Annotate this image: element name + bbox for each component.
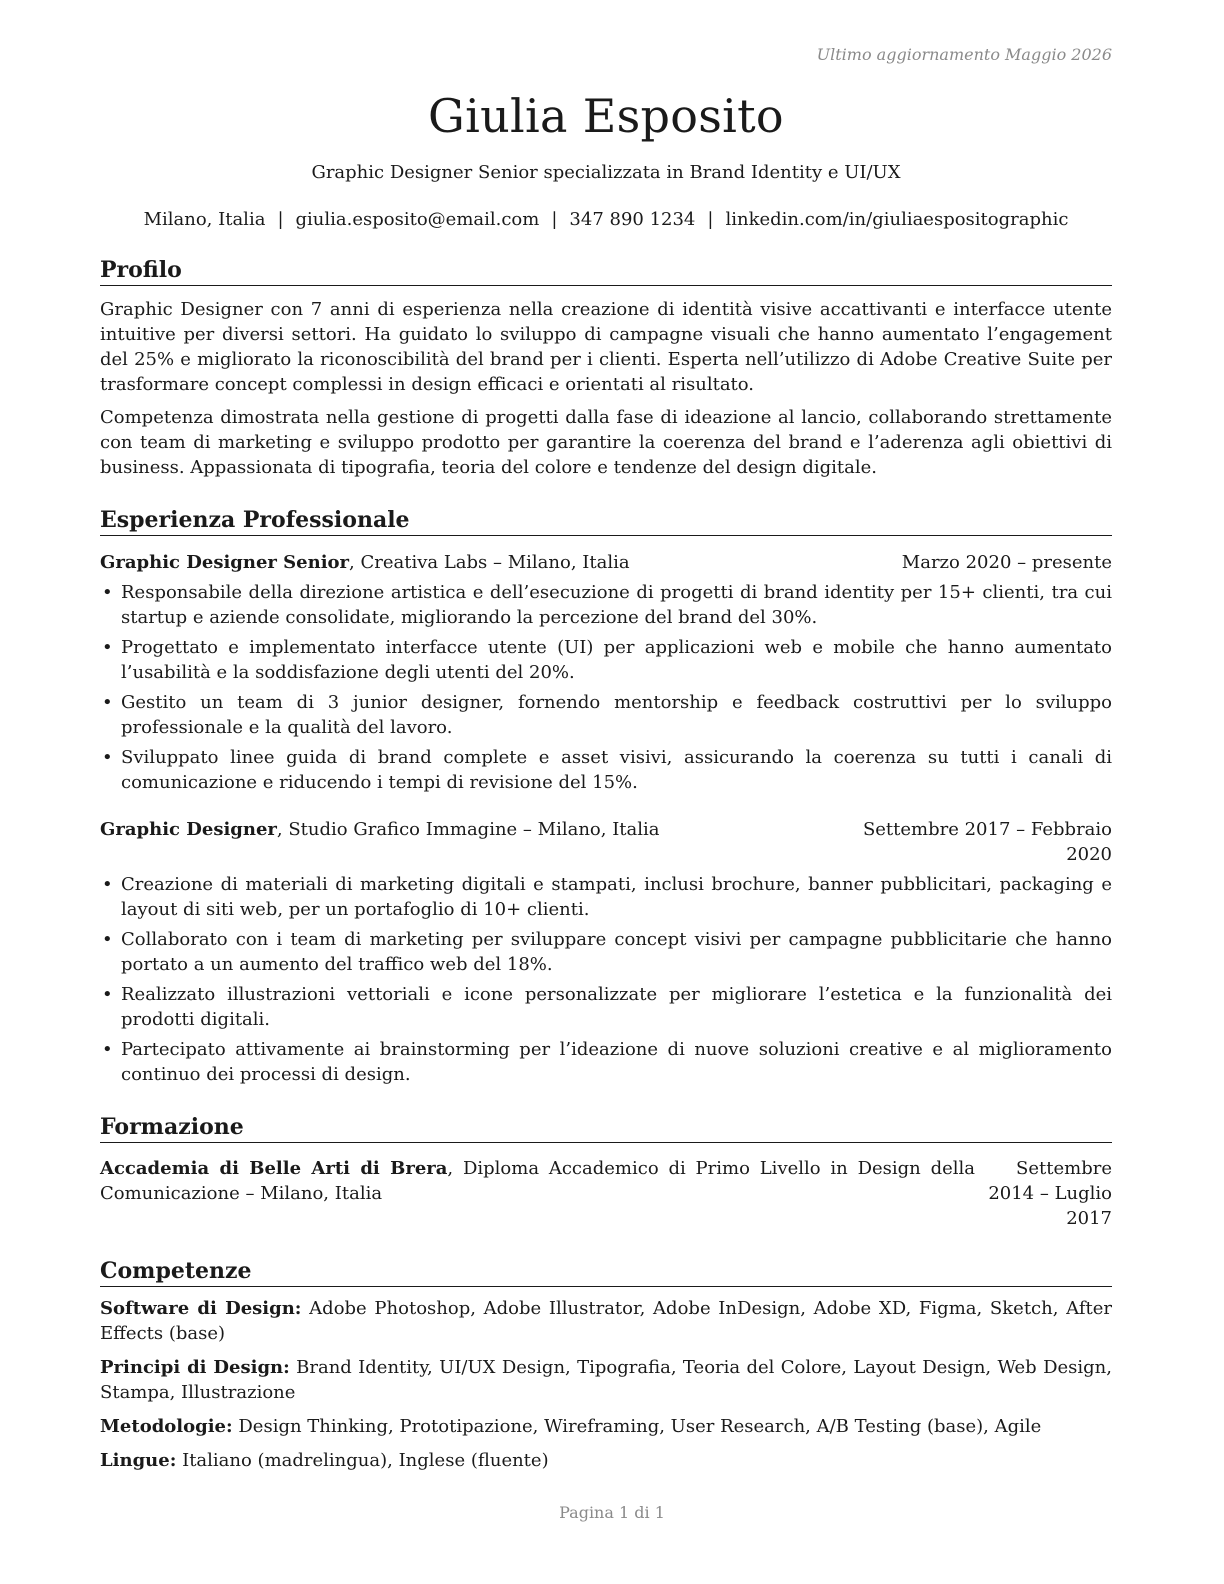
education-dates: Settembre 2014 – Luglio 2017 bbox=[988, 1158, 1112, 1229]
job-header bbox=[100, 550, 1112, 575]
job-company: , Creativa Labs – Milano, Italia bbox=[349, 552, 630, 573]
skill-value: Italiano (madrelingua), Inglese (fluente) bbox=[176, 1450, 549, 1471]
job-title-line bbox=[100, 817, 660, 867]
contact-location: Milano, Italia bbox=[143, 209, 266, 230]
job-bullet: • Sviluppato linee guida di brand complete e asset visivi, assicurando la coerenza su tutti i canali di comunicazione e riducendo i tempi di revisione del 15%. bbox=[100, 745, 1112, 795]
last-updated: Ultimo aggiornamento Maggio 2026 bbox=[816, 45, 1112, 64]
job-header bbox=[100, 817, 1112, 867]
section-title-education: Formazione bbox=[100, 1113, 1112, 1143]
education-degree: , Diploma Accademico di Primo Livello in Design della Comunicazione – Milano, Italia bbox=[100, 1158, 975, 1204]
education-school: Accademia di Belle Arti di Brera bbox=[100, 1158, 448, 1179]
job-dates: Settembre 2017 – Febbraio 2020 bbox=[862, 819, 1112, 865]
contact-separator: | bbox=[277, 209, 284, 230]
education-entry bbox=[100, 1156, 1112, 1231]
job-bullet: • Realizzato illustrazioni vettoriali e icone personalizzate per migliorare l’estetica e la funzionalità dei prodotti digitali. bbox=[100, 982, 1112, 1032]
skill-row bbox=[100, 1296, 1112, 1346]
job-bullet: • Creazione di materiali di marketing digitali e stampati, inclusi brochure, banner pubblicitari, packaging e layout di siti web, per un portafoglio di 10+ clienti. bbox=[100, 872, 1112, 922]
job-role: Graphic Designer Senior bbox=[100, 552, 350, 573]
skill-label: Software di Design: bbox=[100, 1298, 302, 1319]
skill-row bbox=[100, 1355, 1112, 1405]
job-dates: Marzo 2020 – presente bbox=[901, 552, 1112, 573]
section-title-experience: Esperienza Professionale bbox=[100, 506, 1112, 536]
skill-label: Principi di Design: bbox=[100, 1357, 290, 1378]
skill-row bbox=[100, 1448, 1112, 1473]
contact-separator: | bbox=[551, 209, 558, 230]
job-bullets bbox=[100, 580, 1112, 795]
job-bullet: • Responsabile della direzione artistica e dell’esecuzione di progetti di brand identity per 15+ clienti, tra cui startup e aziende consolidate, migliorando la percezione del brand del 30%. bbox=[100, 580, 1112, 630]
skill-row bbox=[100, 1414, 1112, 1439]
job-bullet: • Partecipato attivamente ai brainstorming per l’ideazione di nuove soluzioni creative e al miglioramento continuo dei processi di design. bbox=[100, 1037, 1112, 1087]
section-title-skills: Competenze bbox=[100, 1257, 1112, 1287]
contact-separator: | bbox=[707, 209, 714, 230]
skill-value: Brand Identity, UI/UX Design, Tipografia, Teoria del Colore, Layout Design, Web Design, Stampa, Illustrazione bbox=[100, 1357, 1112, 1403]
job-bullet: • Progettato e implementato interfacce utente (UI) per applicazioni web e mobile che hanno aumentato l’usabilità e la soddisfazione degli utenti del 20%. bbox=[100, 635, 1112, 685]
job-company: , Studio Grafico Immagine – Milano, Italia bbox=[276, 819, 660, 840]
profile-paragraph: Competenza dimostrata nella gestione di progetti dalla fase di ideazione al lancio, collaborando strettamente con team di marketing e sviluppo prodotto per garantire la coerenza del brand e l’aderenza agli obiettivi di business. Appassionata di tipografia, teoria del colore e tendenze del design digitale. bbox=[100, 407, 1112, 478]
skill-value: Design Thinking, Prototipazione, Wireframing, User Research, A/B Testing (base), Agile bbox=[232, 1416, 1042, 1437]
job-role: Graphic Designer bbox=[100, 819, 277, 840]
resume-page bbox=[100, 40, 1112, 1473]
job-bullet: • Collaborato con i team di marketing per sviluppare concept visivi per campagne pubblicitarie che hanno portato a un aumento del traffico web del 18%. bbox=[100, 927, 1112, 977]
contact-linkedin[interactable]: linkedin.com/in/giuliaespositographic bbox=[725, 209, 1069, 230]
profile-paragraph: Graphic Designer con 7 anni di esperienza nella creazione di identità visive accattivanti e interfacce utente intuitive per diversi settori. Ha guidato lo sviluppo di campagne visuali che hanno aumentato l’engagement del 25% e migliorato la riconoscibilità del brand per i clienti. Esperta nell’utilizzo di Adobe Creative Suite per trasformare concept complessi in design efficaci e orientati al risultato. bbox=[100, 299, 1112, 395]
skill-label: Lingue: bbox=[100, 1450, 177, 1471]
education-detail bbox=[100, 1156, 975, 1231]
contact-email[interactable]: giulia.esposito@email.com bbox=[295, 209, 540, 230]
contact-phone: 347 890 1234 bbox=[569, 209, 696, 230]
candidate-name: Giulia Esposito bbox=[428, 89, 784, 143]
job-bullets bbox=[100, 872, 1112, 1087]
job-bullet: • Gestito un team di 3 junior designer, fornendo mentorship e feedback costruttivi per lo sviluppo professionale e la qualità del lavoro. bbox=[100, 690, 1112, 740]
page-number: Pagina 1 di 1 bbox=[559, 1503, 665, 1522]
tagline: Graphic Designer Senior specializzata in Brand Identity e UI/UX bbox=[311, 162, 901, 183]
skill-value: Adobe Photoshop, Adobe Illustrator, Adobe InDesign, Adobe XD, Figma, Sketch, After Effects (base) bbox=[100, 1298, 1112, 1344]
section-title-profile: Profilo bbox=[100, 256, 1112, 286]
skill-label: Metodologie: bbox=[100, 1416, 233, 1437]
contact-line bbox=[100, 209, 1112, 230]
job-title-line bbox=[100, 550, 630, 575]
